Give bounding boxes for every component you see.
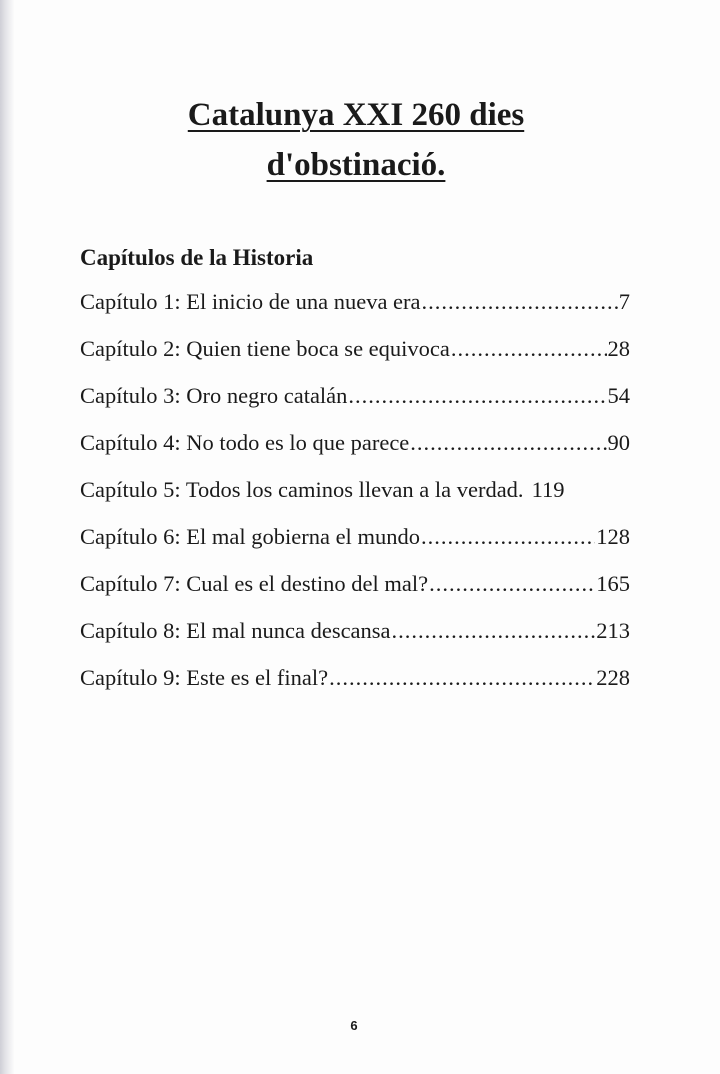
toc-entry-label: Capítulo 4: No todo es lo que parece <box>80 430 410 455</box>
toc-entry-label: Capítulo 8: El mal nunca descansa <box>80 618 391 643</box>
toc-entry <box>80 325 630 372</box>
toc-entry-page: 28 <box>607 336 630 361</box>
toc-entry <box>80 278 630 325</box>
toc-entry-label: Capítulo 7: Cual es el destino del mal? <box>80 571 429 596</box>
toc-heading: Capítulos de la Historia <box>80 245 314 270</box>
toc-entry-page: 165 <box>596 571 630 596</box>
toc-entry-page: 119 <box>531 477 565 502</box>
toc-entry-label: Capítulo 2: Quien tiene boca se equivoca <box>80 336 450 361</box>
toc-entry <box>80 513 630 560</box>
toc-entry-label: Capítulo 3: Oro negro catalán <box>80 383 348 408</box>
toc-entry-page: 90 <box>607 430 630 455</box>
toc-entry <box>80 466 630 513</box>
title-line-1: Catalunya XXI 260 dies <box>187 97 525 133</box>
toc-leader-dots <box>348 372 606 419</box>
toc-entry-page: 128 <box>596 524 630 549</box>
toc-entry-label: Capítulo 1: El inicio de una nueva era <box>80 289 421 314</box>
title-line-2: d'obstinació. <box>266 147 446 183</box>
toc-entry-page: 213 <box>596 618 630 643</box>
toc-entry-label: Capítulo 5: Todos los caminos llevan a la verdad. <box>80 477 524 502</box>
toc-entry <box>80 560 630 607</box>
table-of-contents <box>80 240 630 701</box>
toc-entry-label: Capítulo 6: El mal gobierna el mundo <box>80 524 420 549</box>
toc-entries <box>80 278 630 701</box>
toc-leader-dots <box>422 278 618 325</box>
toc-leader-dots <box>410 419 606 466</box>
toc-entry <box>80 372 630 419</box>
toc-entry-page: 54 <box>607 383 630 408</box>
toc-entry-page: 228 <box>596 665 630 690</box>
toc-entry-label: Capítulo 9: Este es el final? <box>80 665 329 690</box>
toc-leader-dots <box>421 513 595 560</box>
toc-leader-dots <box>451 325 607 372</box>
page-number: 6 <box>350 1018 358 1033</box>
toc-entry <box>80 654 630 701</box>
toc-leader-dots <box>429 560 595 607</box>
page-title <box>0 90 712 190</box>
toc-entry-page: 7 <box>618 289 630 314</box>
toc-entry <box>80 607 630 654</box>
toc-leader-dots <box>329 654 595 701</box>
toc-entry <box>80 419 630 466</box>
toc-leader-dots <box>392 607 596 654</box>
